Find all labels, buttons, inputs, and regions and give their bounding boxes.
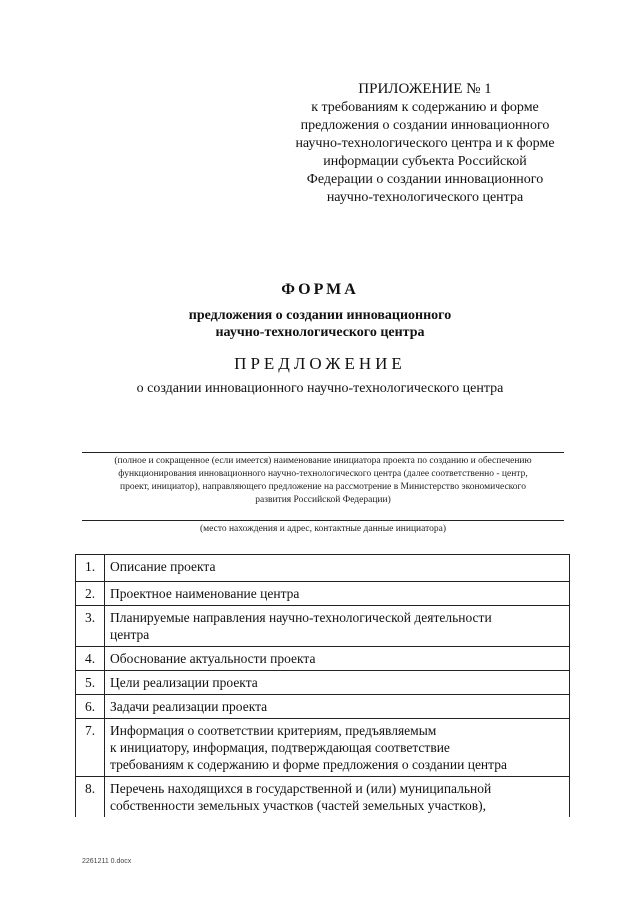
form-subtitle-line: предложения о создании инновационного: [188, 308, 452, 323]
items-table: [75, 554, 570, 817]
item-text: Обоснование актуальности проекта: [105, 647, 570, 671]
form-subtitle: [0, 307, 640, 341]
table-row: [76, 695, 570, 719]
address-caption-text: (место нахождения и адрес, контактные данные инициатора): [199, 524, 447, 534]
address-line: [82, 520, 564, 521]
appendix-title: ПРИЛОЖЕНИЕ № 1: [358, 81, 492, 97]
proposal-subtitle: о создании инновационного научно-технологического центра: [136, 381, 504, 396]
initiator-name-line: [82, 452, 564, 453]
address-caption: [82, 523, 564, 536]
appendix-line: информации субъекта Российской: [323, 154, 527, 169]
item-text: Информация о соответствии критериям, предъявляемым к инициатору, информация, подтверждающая соответствие требованиям к содержанию и форме предложения о создании центра: [105, 719, 570, 777]
item-number: 6.: [76, 695, 105, 719]
table-row: [76, 606, 570, 647]
form-subtitle-line: научно-технологического центра: [215, 325, 425, 340]
file-code: 2261211 0.docx: [82, 858, 132, 865]
table-row: [76, 777, 570, 818]
item-number: 5.: [76, 671, 105, 695]
item-text: Описание проекта: [105, 555, 570, 582]
appendix-line: предложения о создании инновационного: [300, 118, 550, 133]
item-text: Планируемые направления научно-технологической деятельности центра: [105, 606, 570, 647]
initiator-caption-line: проект, инициатор), направляющего предложение на рассмотрение в Министерство экономического: [120, 482, 526, 492]
appendix-line: научно-технологического центра и к форме: [295, 136, 555, 151]
initiator-caption-line: развития Российской Федерации): [255, 495, 391, 505]
table-row: [76, 719, 570, 777]
item-number: 2.: [76, 582, 105, 606]
initiator-caption-line: (полное и сокращенное (если имеется) наименование инициатора проекта по созданию и обеспечению: [114, 456, 532, 466]
table-row: [76, 671, 570, 695]
appendix-line: научно-технологического центра: [326, 190, 524, 205]
item-number: 8.: [76, 777, 105, 818]
item-text: Задачи реализации проекта: [105, 695, 570, 719]
item-number: 4.: [76, 647, 105, 671]
item-text: Перечень находящихся в государственной и (или) муниципальной собственности земельных участков (частей земельных участков),: [105, 777, 570, 818]
form-title: ФОРМА: [281, 281, 359, 298]
appendix-header: [270, 80, 580, 207]
appendix-line: к требованиям к содержанию и форме: [311, 100, 539, 115]
proposal-title: ПРЕДЛОЖЕНИЕ: [234, 354, 406, 373]
item-number: 7.: [76, 719, 105, 777]
table-row: [76, 647, 570, 671]
item-text: Цели реализации проекта: [105, 671, 570, 695]
initiator-caption: [82, 455, 564, 507]
item-number: 1.: [76, 555, 105, 582]
table-row: [76, 555, 570, 582]
item-text: Проектное наименование центра: [105, 582, 570, 606]
table-row: [76, 582, 570, 606]
initiator-caption-line: функционирования инновационного научно-технологического центра (далее соответственно - центр,: [118, 469, 528, 479]
appendix-line: Федерации о создании инновационного: [306, 172, 544, 187]
item-number: 3.: [76, 606, 105, 647]
